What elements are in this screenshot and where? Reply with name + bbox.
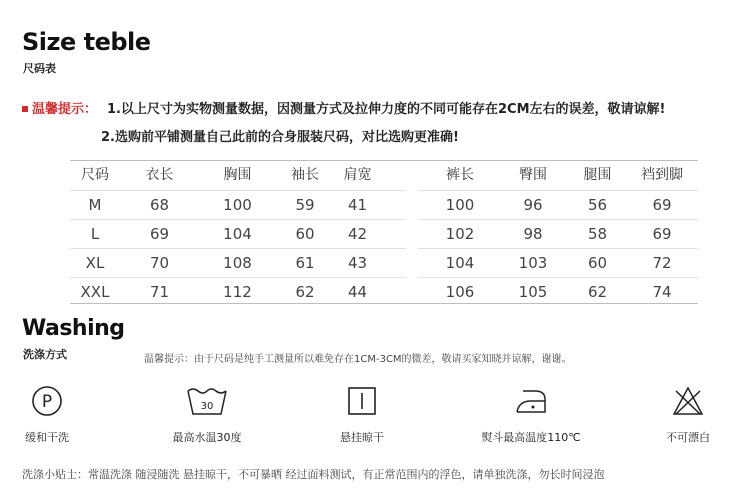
table-cell: L: [90, 225, 100, 243]
table-cell: 60: [295, 225, 315, 243]
table-header-row: [70, 161, 698, 190]
dry-clean-p-icon: [31, 385, 63, 417]
table-cell: 72: [652, 254, 672, 272]
table-cell: 104: [445, 254, 475, 272]
header-pants-length: 裤长: [446, 167, 474, 183]
care-label: 不可漂白: [666, 431, 710, 444]
care-label: 悬挂晾干: [340, 431, 384, 444]
no-bleach-icon: [671, 385, 705, 417]
notice-label: 温馨提示：: [32, 102, 98, 117]
table-cell: XL: [85, 254, 105, 272]
table-row: [70, 219, 698, 248]
table-cell: 59: [295, 196, 315, 214]
table-cell: 70: [149, 254, 170, 272]
size-table: [70, 160, 698, 304]
care-item-wash-30: [152, 385, 262, 445]
care-label: 熨斗最高温度110℃: [481, 431, 581, 444]
care-label: 缓和干洗: [25, 431, 69, 444]
table-cell: 69: [652, 196, 672, 214]
hang-dry-icon: [346, 385, 378, 417]
table-cell: 112: [223, 283, 252, 301]
table-cell: 98: [523, 225, 543, 243]
table-cell: 44: [347, 283, 368, 301]
iron-110-icon: [513, 385, 549, 417]
table-cell: 58: [587, 225, 608, 243]
table-cell: 74: [652, 283, 672, 301]
table-cell: 62: [295, 283, 315, 301]
table-cell: M: [88, 196, 102, 214]
header-size: 尺码: [81, 167, 109, 183]
header-sleeve: 袖长: [291, 167, 319, 183]
care-label: 最高水温30度: [172, 431, 242, 444]
table-cell: 56: [587, 196, 608, 214]
wash-30-icon: [185, 385, 229, 417]
table-cell: 60: [587, 254, 608, 272]
header-crotch-to-foot: 裆到脚: [641, 167, 683, 183]
care-item-iron: [476, 385, 586, 445]
table-cell: 104: [223, 225, 252, 243]
table-cell: 108: [223, 254, 252, 272]
table-cell: 96: [523, 196, 543, 214]
table-cell: 106: [445, 283, 475, 301]
table-row: [70, 248, 698, 277]
table-cell: 105: [518, 283, 548, 301]
care-item-hang-dry: [307, 385, 417, 445]
table-cell: 69: [652, 225, 672, 243]
table-cell: XXL: [80, 283, 110, 301]
table-cell: 100: [223, 196, 252, 214]
table-cell: 43: [347, 254, 368, 272]
table-row: [70, 190, 698, 219]
header-shoulder: 肩宽: [343, 167, 372, 183]
header-thigh: 腿围: [583, 167, 612, 183]
notice-line-1: [22, 98, 665, 117]
washing-note: 温馨提示：由于尺码是纯手工测量所以难免存在1CM-3CM的微差，敬请买家知晓并谅解，谢谢。: [144, 354, 572, 365]
notice-text-1: 1.以上尺寸为实物测量数据，因测量方式及拉伸力度的不同可能存在2CM左右的误差，敬请谅解!: [107, 102, 666, 117]
table-column-gap: [406, 161, 418, 303]
header-hip: 臀围: [519, 167, 547, 183]
table-cell: 68: [149, 196, 170, 214]
table-cell: 100: [445, 196, 475, 214]
washing-title: Washing: [22, 316, 125, 341]
washing-tip: 洗涤小贴士：常温洗涤 随浸随洗 悬挂晾干，不可暴晒 经过面料测试，有正常范围内的浮色，请单独洗涤，勿长时间浸泡: [22, 468, 605, 481]
notice-text-2: 2.选购前平铺测量自己此前的合身服装尺码，对比选购更准确!: [101, 130, 459, 145]
table-cell: 69: [149, 225, 170, 243]
care-item-dry-clean: [0, 385, 102, 445]
washing-subtitle: 洗涤方式: [23, 348, 67, 361]
svg-text:P: P: [41, 392, 53, 412]
svg-text:30: 30: [200, 401, 214, 412]
table-cell: 61: [295, 254, 315, 272]
table-cell: 62: [587, 283, 608, 301]
size-table-title: Size teble: [22, 28, 151, 56]
red-square-bullet-icon: [22, 106, 28, 112]
table-cell: 71: [149, 283, 170, 301]
table-cell: 42: [347, 225, 368, 243]
table-cell: 102: [445, 225, 475, 243]
size-table-subtitle: 尺码表: [23, 62, 56, 75]
table-cell: 103: [518, 254, 548, 272]
header-chest: 胸围: [223, 167, 252, 183]
care-item-no-bleach: [633, 385, 743, 445]
table-cell: 41: [347, 196, 368, 214]
header-length: 衣长: [145, 167, 174, 183]
table-row: [70, 277, 698, 306]
notice-line-2: [101, 126, 459, 145]
